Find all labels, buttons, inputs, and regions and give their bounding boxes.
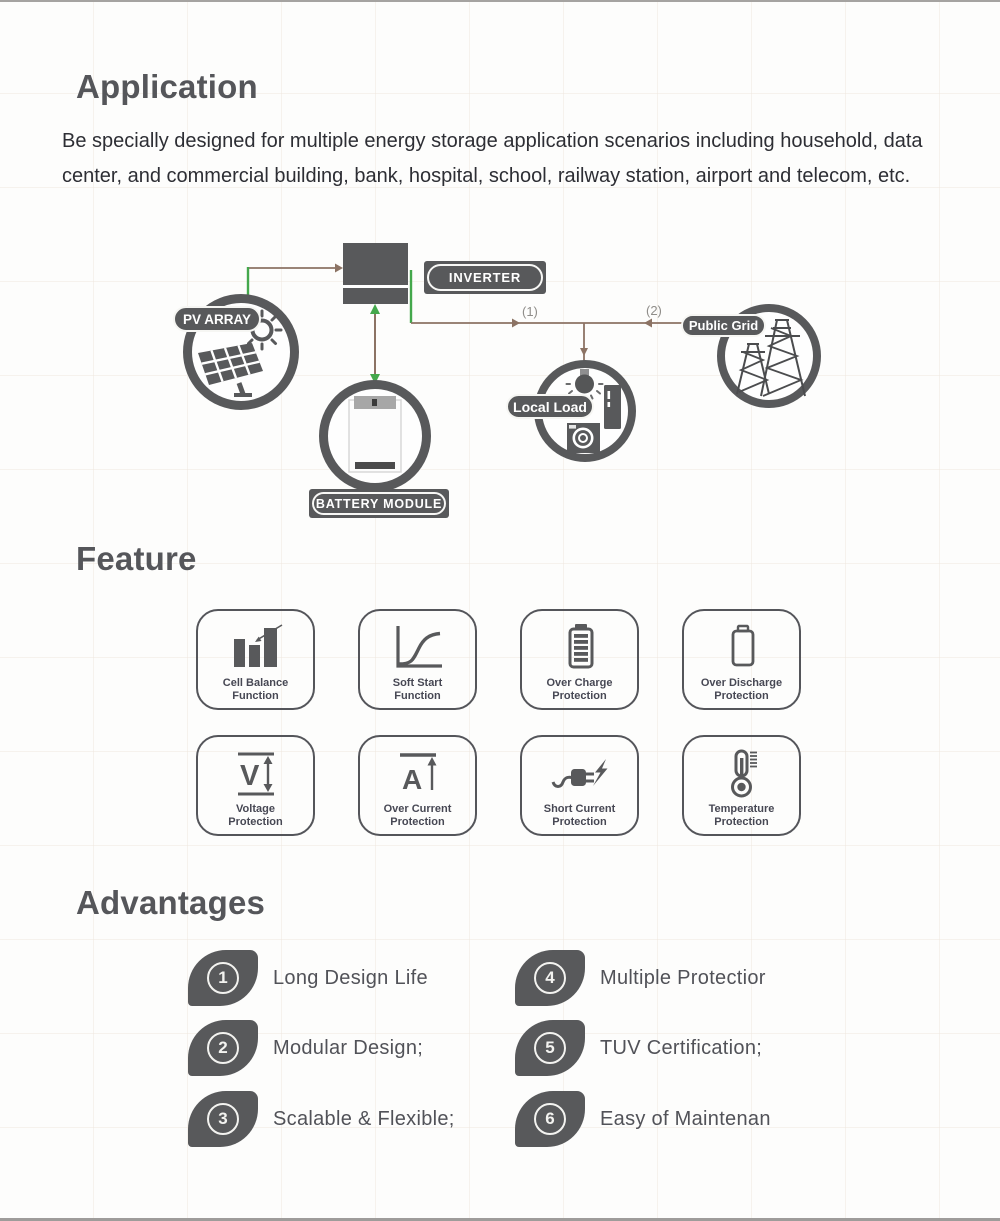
advantage-number: 6 (534, 1103, 566, 1135)
inverter-unit-divider (343, 285, 408, 288)
advantage-badge (188, 950, 258, 1006)
svg-text:V: V (239, 760, 259, 792)
svg-text:A: A (401, 764, 422, 795)
advantage-number: 3 (207, 1103, 239, 1135)
feature-label: Temperature Protection (708, 803, 775, 828)
feature-label: Over Discharge Protection (700, 677, 783, 702)
local-load-badge: Local Load (506, 394, 594, 419)
advantage-item-1 (188, 950, 428, 1006)
feature-label: Cell Balance Function (222, 677, 289, 702)
advantage-badge (188, 1020, 258, 1076)
page-top-edge (0, 0, 1000, 2)
public-grid-badge: Public Grid (681, 314, 766, 337)
over-current-icon (388, 748, 448, 800)
wire-1-label: (1) (522, 304, 538, 319)
feature-label: Short Current Protection (543, 803, 616, 828)
advantage-label: Long Design Life (273, 966, 428, 989)
advantage-number: 2 (207, 1032, 239, 1064)
battery-module-circle (319, 380, 431, 492)
short-current-icon (550, 748, 610, 800)
advantage-badge (515, 1020, 585, 1076)
battery-module-label: BATTERY MODULE (312, 492, 446, 515)
advantage-item-6 (515, 1091, 771, 1147)
advantages-title: Advantages (76, 884, 266, 921)
inverter-label: INVERTER (427, 264, 543, 291)
over-discharge-icon (712, 622, 772, 674)
feature-card-short-current (520, 735, 639, 836)
feature-label: Over Charge Protection (546, 677, 613, 702)
soft-start-icon (388, 622, 448, 674)
advantage-item-2 (188, 1020, 423, 1076)
advantage-badge (515, 950, 585, 1006)
wire-2-label: (2) (646, 303, 662, 318)
advantage-label: Easy of Maintenan (600, 1107, 771, 1130)
cell-balance-icon (226, 622, 286, 674)
battery-module-label-plate (309, 489, 449, 518)
voltage-icon (226, 748, 286, 800)
advantage-item-3 (188, 1091, 455, 1147)
feature-grid (196, 609, 801, 836)
feature-card-over-charge (520, 609, 639, 710)
advantage-number: 1 (207, 962, 239, 994)
energy-flow-diagram (0, 230, 1000, 530)
over-charge-icon (550, 622, 610, 674)
advantage-item-4 (515, 950, 766, 1006)
feature-label: Voltage Protection (228, 803, 283, 828)
feature-card-soft-start (358, 609, 477, 710)
advantage-number: 4 (534, 962, 566, 994)
application-description: Be specially designed for multiple energy storage application scenarios including household, data center, and commercial building, bank, hospital, school, railway station, airport and telecom, etc. (62, 130, 923, 187)
application-title: Application (76, 68, 258, 105)
feature-card-over-current (358, 735, 477, 836)
feature-card-cell-balance (196, 609, 315, 710)
feature-title: Feature (76, 540, 197, 577)
advantage-number: 5 (534, 1032, 566, 1064)
temperature-icon (712, 748, 772, 800)
feature-card-voltage (196, 735, 315, 836)
inverter-label-plate (424, 261, 546, 294)
advantage-badge (188, 1091, 258, 1147)
inverter-unit (343, 243, 408, 304)
advantage-item-5 (515, 1020, 762, 1076)
advantage-label: Scalable & Flexible; (273, 1107, 455, 1130)
feature-label: Soft Start Function (392, 677, 443, 702)
feature-card-temperature (682, 735, 801, 836)
feature-card-over-discharge (682, 609, 801, 710)
advantage-label: TUV Certification; (600, 1036, 763, 1059)
advantage-label: Modular Design; (273, 1036, 424, 1059)
advantage-badge (515, 1091, 585, 1147)
pv-array-badge: PV ARRAY (173, 306, 261, 332)
advantage-label: Multiple Protectior (600, 966, 766, 989)
battery-module-icon (328, 389, 422, 483)
feature-label: Over Current Protection (383, 803, 452, 828)
